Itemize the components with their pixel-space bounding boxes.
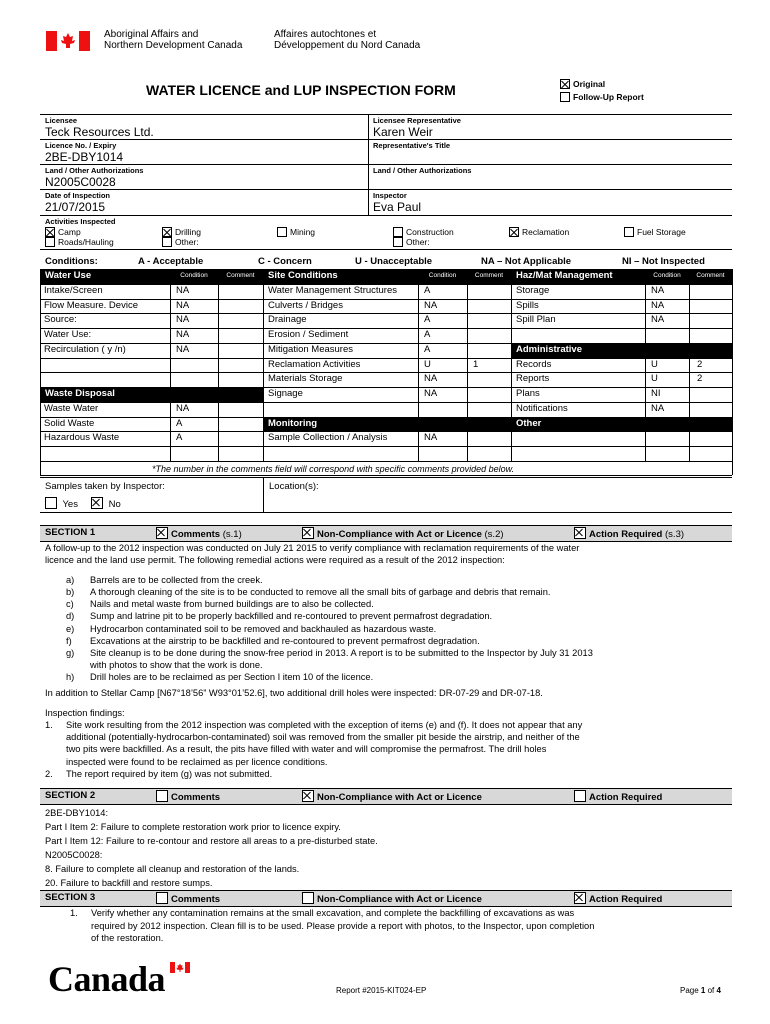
comments-note: *The number in the comments field will correspond with specific comments provided below. bbox=[152, 464, 515, 474]
waste-row-condition[interactable]: NA bbox=[176, 402, 190, 414]
section1-title: SECTION 1 bbox=[45, 527, 96, 538]
hazmat-row-condition[interactable]: NA bbox=[651, 299, 665, 311]
condition-col-header: Condition bbox=[418, 269, 467, 284]
waste-row-label: Hazardous Waste bbox=[44, 432, 120, 444]
water-use-row-label: Recirculation ( y /n) bbox=[44, 343, 126, 355]
water-use-row-label: Water Use: bbox=[44, 329, 92, 340]
s1-action-checkbox[interactable] bbox=[574, 527, 586, 539]
licensee-value[interactable]: Teck Resources Ltd. bbox=[45, 125, 154, 139]
remedial-item: a) Barrels are to be collected from the creek. bbox=[66, 575, 263, 586]
admin-row-label: Records bbox=[516, 358, 552, 370]
hazmat-row-label: Spill Plan bbox=[516, 314, 556, 326]
rep-label: Licensee Representative bbox=[373, 116, 461, 125]
licensee-label: Licensee bbox=[45, 116, 78, 125]
section1-noncompliance[interactable]: Non-Compliance with Act or Licence (s.2) bbox=[302, 527, 504, 541]
section2-line: 8. Failure to complete all cleanup and restoration of the lands. bbox=[45, 864, 300, 875]
other-header: Other bbox=[511, 417, 732, 432]
section2-line: N2005C0028: bbox=[45, 850, 103, 861]
site-row-comment[interactable]: 1 bbox=[473, 358, 479, 370]
waste-row-condition[interactable]: A bbox=[176, 417, 183, 429]
form-title: WATER LICENCE and LUP INSPECTION FORM bbox=[146, 82, 456, 98]
section2-body bbox=[45, 806, 378, 891]
s3-action-checkbox[interactable] bbox=[574, 892, 586, 904]
water-use-row-label: Intake/Screen bbox=[44, 284, 103, 296]
comment-col-header: Comment bbox=[689, 269, 732, 284]
hazmat-row-condition[interactable]: NA bbox=[651, 314, 665, 326]
waste-row-label: Solid Waste bbox=[44, 417, 95, 429]
s1-comments-checkbox[interactable] bbox=[156, 527, 168, 539]
administrative-header: Administrative bbox=[511, 343, 732, 358]
mining-checkbox[interactable] bbox=[277, 227, 287, 237]
remedial-item: b) A thorough cleaning of the site is to be conducted to remove all the small bits of garbage and debris that remain. bbox=[66, 587, 551, 598]
section3-action[interactable]: Action Required bbox=[574, 892, 662, 906]
s3-noncompliance-checkbox[interactable] bbox=[302, 892, 314, 904]
report-type: Original Follow-Up Report bbox=[560, 78, 644, 104]
section2-comments[interactable]: Comments bbox=[156, 790, 220, 804]
admin-row-label: Reports bbox=[516, 373, 550, 385]
site-row-condition[interactable]: U bbox=[424, 358, 431, 370]
activity-drilling[interactable]: Drilling bbox=[162, 226, 201, 238]
section3-title: SECTION 3 bbox=[45, 892, 96, 903]
activity-camp[interactable]: Camp bbox=[45, 226, 81, 238]
landauth2-label: Land / Other Authorizations bbox=[373, 166, 472, 175]
condition-col-header: Condition bbox=[645, 269, 689, 284]
remedial-item: h) Drill holes are to be reclaimed as per Section I item 10 of the licence. bbox=[66, 671, 374, 682]
remedial-item: g) Site cleanup is to be done during the snow-free period in 2013. A report is to be submitted to the Inspector by July 31 2013 bbox=[66, 647, 593, 658]
followup-checkbox[interactable] bbox=[560, 92, 570, 102]
hazmat-header: Haz/Mat Management bbox=[511, 269, 645, 284]
site-row-condition[interactable]: A bbox=[424, 329, 431, 340]
admin-row-label: Notifications bbox=[516, 402, 568, 414]
monitoring-header: Monitoring bbox=[263, 417, 511, 432]
licno-label: Licence No. / Expiry bbox=[45, 141, 117, 150]
section2-line: Part I Item 2: Failure to complete restoration work prior to licence expiry. bbox=[45, 822, 341, 833]
hazmat-row-condition[interactable]: NA bbox=[651, 284, 665, 296]
canada-wordmark: Canada bbox=[48, 959, 166, 999]
activity-mining[interactable]: Mining bbox=[277, 226, 315, 238]
site-row-condition[interactable]: NA bbox=[424, 388, 438, 399]
remedial-item: with photos to show that the work is done. bbox=[90, 659, 263, 670]
site-row-condition[interactable]: NA bbox=[424, 373, 438, 385]
water-use-row-condition[interactable]: NA bbox=[176, 314, 190, 326]
admin-row-condition[interactable]: NI bbox=[651, 388, 661, 399]
section2-line: 20. Failure to backfill and restore sumps. bbox=[45, 878, 213, 889]
activity-other2[interactable]: Other: bbox=[393, 236, 430, 248]
water-use-row-condition[interactable]: NA bbox=[176, 284, 190, 296]
report-number: Report #2015-KIT024-EP bbox=[336, 986, 427, 995]
activity-construction[interactable]: Construction bbox=[393, 226, 454, 238]
landauth-label: Land / Other Authorizations bbox=[45, 166, 144, 175]
inspector-value[interactable]: Eva Paul bbox=[373, 200, 422, 214]
section2-noncompliance[interactable]: Non-Compliance with Act or Licence bbox=[302, 790, 482, 804]
other2-checkbox[interactable] bbox=[393, 237, 403, 247]
site-row-condition[interactable]: A bbox=[424, 343, 431, 355]
s1-noncompliance-checkbox[interactable] bbox=[302, 527, 314, 539]
remedial-item: e) Hydrocarbon contaminated soil to be removed and backhauled as hazardous waste. bbox=[66, 623, 437, 634]
site-row-label: Mitigation Measures bbox=[268, 343, 354, 355]
date-label: Date of Inspection bbox=[45, 191, 111, 200]
section1-body: A follow-up to the 2012 inspection was conducted on July 21 2015 to verify compliance with reclamation requirements of the water licence and the land use permit. The following remedial actions were required as a result of the 2012 inspection: a) Barrels are to be collected from the creek. b) A thorough cleaning of the site is to be conducted to remove all the small bits of garbage and debris that remain. c) Nails and metal waste from burned buildings are to also be collected. d) Sump and latrine pit to be properly backfilled and re-contoured to prevent permafrost degradation. e) Hydrocarbon contaminated soil to be removed and backhauled as hazardous waste. f) Excavations at the airstrip to be backfilled and re-contoured to prevent permafrost degradation. g) Site cleanup is to be done during the snow-free period in 2013. A report is to be submitted to the Inspector by July 31 2013 with photos to show that the work is done. h) Drill holes are to be reclaimed as per Section I item 10 of the licence. In addition to Stellar Camp [N67°18’56” W93°01’52.6], two additional drill holes were inspected: DR-07-29 and DR-07-18. Inspection findings: 1. Site work resulting from the 2012 inspection was completed with the exception of items (e) and (f). It does not appear that any additional (potentially-hydrocarbon-contaminated) soil was removed from the smaller pit beside the airstrip, and neither of the two pits were backfilled. As a result, the pits have filled with water and will compromise the permafrost. The drill holes inspected were found to be reclaimed as per licence conditions. 2. The report required by item (g) was not submitted. bbox=[45, 542, 730, 780]
section1-comments[interactable]: Comments (s.1) bbox=[156, 527, 242, 541]
water-use-row-condition[interactable]: NA bbox=[176, 329, 190, 340]
section3-body: 1. Verify whether any contamination remains at the small excavation, and complete the backfilling of excavations as was required by 2012 inspection. Clean fill is to be used. Please provide a report with photos, to the Inspector, upon completion of the restoration. bbox=[70, 908, 595, 944]
s2-comments-checkbox[interactable] bbox=[156, 790, 168, 802]
fuel-checkbox[interactable] bbox=[624, 227, 634, 237]
comment-col-header: Comment bbox=[467, 269, 511, 284]
waste-row-label: Waste Water bbox=[44, 402, 99, 414]
yes-checkbox[interactable] bbox=[45, 497, 57, 509]
landauth-value[interactable]: N2005C0028 bbox=[45, 175, 116, 189]
section2-line: Part I Item 12: Failure to re-contour and restore all areas to a pre-disturbed state. bbox=[45, 836, 378, 847]
section3-noncompliance[interactable]: Non-Compliance with Act or Licence bbox=[302, 892, 482, 906]
samples-yes[interactable]: Yes bbox=[45, 497, 78, 511]
section2-line: 2BE-DBY1014: bbox=[45, 808, 109, 818]
remedial-item: f) Excavations at the airstrip to be backfilled and re-contoured to prevent permafrost degradation. bbox=[66, 635, 480, 646]
date-value[interactable]: 21/07/2015 bbox=[45, 200, 106, 214]
water-use-row-label: Source: bbox=[44, 314, 77, 326]
section2-title: SECTION 2 bbox=[45, 790, 96, 801]
s3-comments-checkbox[interactable] bbox=[156, 892, 168, 904]
location-label: Location(s): bbox=[269, 481, 319, 492]
original-checkbox[interactable] bbox=[560, 79, 570, 89]
site-row-label: Drainage bbox=[268, 314, 307, 326]
licno-value[interactable]: 2BE-DBY1014 bbox=[45, 150, 124, 164]
section1-action[interactable]: Action Required (s.3) bbox=[574, 527, 684, 541]
dept-name-en: Aboriginal Affairs and Northern Development Canada bbox=[104, 29, 243, 51]
inspector-label: Inspector bbox=[373, 191, 407, 200]
conditions-legend: Conditions: A - Acceptable C - Concern U - Unacceptable NA – Not Applicable NI – Not Inspected bbox=[45, 256, 705, 267]
remedial-item: d) Sump and latrine pit to be properly backfilled and re-contoured to prevent permafrost degradation. bbox=[66, 611, 493, 622]
site-row-label: Culverts / Bridges bbox=[268, 299, 343, 311]
site-row-label: Water Management Structures bbox=[268, 284, 398, 296]
samples-label: Samples taken by Inspector: bbox=[45, 481, 165, 492]
site-row-label: Erosion / Sediment bbox=[268, 329, 349, 340]
canada-flag-icon bbox=[46, 31, 90, 51]
water-use-header: Water Use bbox=[40, 269, 170, 284]
rep-value[interactable]: Karen Weir bbox=[373, 125, 433, 139]
admin-row-condition[interactable]: U bbox=[651, 373, 658, 385]
admin-row-condition[interactable]: NA bbox=[651, 402, 665, 414]
wordmark-flag-icon bbox=[170, 962, 190, 973]
admin-row-condition[interactable]: U bbox=[651, 358, 658, 370]
other-checkbox[interactable] bbox=[162, 237, 172, 247]
hazmat-row-label: Spills bbox=[516, 299, 539, 311]
admin-row-comment[interactable]: 2 bbox=[697, 373, 703, 385]
site-conditions-header: Site Conditions bbox=[263, 269, 418, 284]
water-use-row-condition[interactable]: NA bbox=[176, 343, 190, 355]
water-use-row-label: Flow Measure. Device bbox=[44, 299, 138, 311]
section2-action[interactable]: Action Required bbox=[574, 790, 662, 804]
roads-checkbox[interactable] bbox=[45, 237, 55, 247]
reclamation-checkbox[interactable] bbox=[509, 227, 519, 237]
remedial-item: c) Nails and metal waste from burned buildings are to also be collected. bbox=[66, 599, 374, 610]
section3-comments[interactable]: Comments bbox=[156, 892, 220, 906]
waste-disposal-header: Waste Disposal bbox=[40, 387, 263, 402]
condition-col-header: Condition bbox=[170, 269, 218, 284]
waste-row-condition[interactable]: A bbox=[176, 432, 183, 444]
samples-no[interactable]: No bbox=[91, 497, 121, 511]
dept-name-fr: Affaires autochtones et Développement du Nord Canada bbox=[274, 29, 421, 51]
site-row-condition[interactable]: NA bbox=[424, 299, 438, 311]
hazmat-row-label: Storage bbox=[516, 284, 550, 296]
monitoring-row-label: Sample Collection / Analysis bbox=[268, 432, 388, 444]
activity-other[interactable]: Other: bbox=[162, 236, 199, 248]
page-number: Page 1 of 4 bbox=[680, 986, 721, 995]
activities-label: Activities Inspected bbox=[45, 217, 116, 226]
activity-reclamation[interactable]: Reclamation bbox=[509, 226, 569, 238]
s2-noncompliance-checkbox[interactable] bbox=[302, 790, 314, 802]
admin-row-comment[interactable]: 2 bbox=[697, 358, 703, 370]
s2-action-checkbox[interactable] bbox=[574, 790, 586, 802]
site-row-label: Signage bbox=[268, 388, 303, 399]
admin-row-label: Plans bbox=[516, 388, 540, 399]
site-row-label: Materials Storage bbox=[268, 373, 343, 385]
comment-col-header: Comment bbox=[218, 269, 263, 284]
activity-fuel[interactable]: Fuel Storage bbox=[624, 226, 686, 238]
no-checkbox[interactable] bbox=[91, 497, 103, 509]
water-use-row-condition[interactable]: NA bbox=[176, 299, 190, 311]
site-row-condition[interactable]: A bbox=[424, 284, 431, 296]
reptitle-label: Representative's Title bbox=[373, 141, 451, 150]
activity-roads[interactable]: Roads/Hauling bbox=[45, 236, 114, 248]
site-row-condition[interactable]: A bbox=[424, 314, 431, 326]
monitoring-row-condition[interactable]: NA bbox=[424, 432, 438, 444]
site-row-label: Reclamation Activities bbox=[268, 358, 361, 370]
